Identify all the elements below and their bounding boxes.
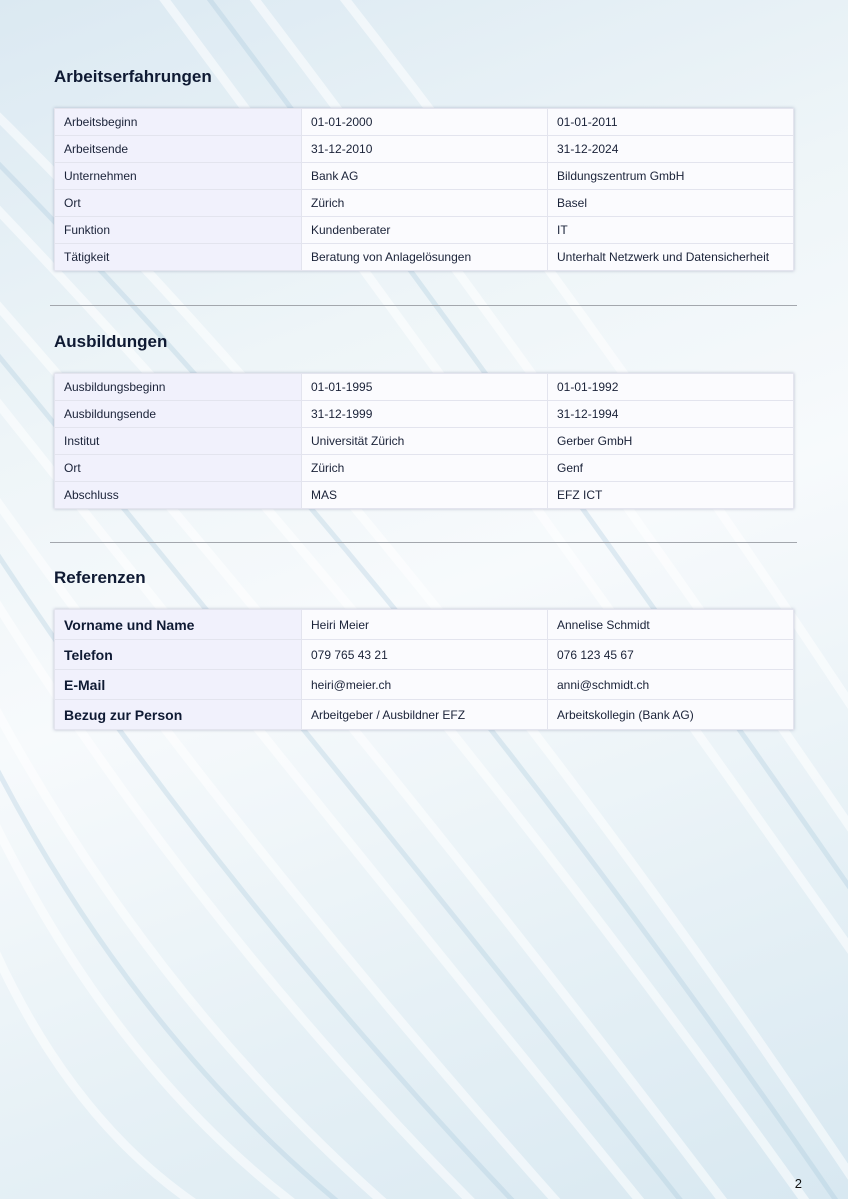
row-label: Arbeitsende — [55, 136, 302, 163]
education-table — [54, 373, 794, 509]
row-value: Genf — [548, 455, 794, 482]
education-section — [54, 331, 794, 509]
row-value: 31-12-2010 — [302, 136, 548, 163]
table-row — [55, 401, 794, 428]
row-label: Funktion — [55, 217, 302, 244]
row-label: E-Mail — [55, 670, 302, 700]
row-label: Ort — [55, 455, 302, 482]
row-value: heiri@meier.ch — [302, 670, 548, 700]
row-value: Kundenberater — [302, 217, 548, 244]
row-value: Zürich — [302, 455, 548, 482]
table-row — [55, 109, 794, 136]
row-value: 01-01-2011 — [548, 109, 794, 136]
table-row — [55, 136, 794, 163]
row-value: Beratung von Anlagelösungen — [302, 244, 548, 271]
row-label: Telefon — [55, 640, 302, 670]
row-value: 31-12-2024 — [548, 136, 794, 163]
row-value: 076 123 45 67 — [548, 640, 794, 670]
row-value: 01-01-1992 — [548, 374, 794, 401]
row-value: MAS — [302, 482, 548, 509]
table-row — [55, 700, 794, 730]
row-value: 079 765 43 21 — [302, 640, 548, 670]
row-value: Arbeitskollegin (Bank AG) — [548, 700, 794, 730]
section-divider — [50, 305, 797, 306]
row-value: Annelise Schmidt — [548, 610, 794, 640]
references-section — [54, 567, 794, 730]
row-value: Gerber GmbH — [548, 428, 794, 455]
row-label: Vorname und Name — [55, 610, 302, 640]
table-row — [55, 217, 794, 244]
row-label: Ausbildungsbeginn — [55, 374, 302, 401]
row-value: 01-01-1995 — [302, 374, 548, 401]
row-value: Bildungszentrum GmbH — [548, 163, 794, 190]
row-label: Unternehmen — [55, 163, 302, 190]
row-value: Heiri Meier — [302, 610, 548, 640]
row-value: anni@schmidt.ch — [548, 670, 794, 700]
table-row — [55, 670, 794, 700]
row-label: Ort — [55, 190, 302, 217]
row-value: Zürich — [302, 190, 548, 217]
row-label: Institut — [55, 428, 302, 455]
section-title-education: Ausbildungen — [54, 332, 168, 351]
section-title-experience: Arbeitserfahrungen — [54, 67, 212, 86]
row-value: 01-01-2000 — [302, 109, 548, 136]
row-label: Ausbildungsende — [55, 401, 302, 428]
table-row — [55, 610, 794, 640]
section-title-references: Referenzen — [54, 568, 146, 587]
table-row — [55, 244, 794, 271]
table-row — [55, 455, 794, 482]
row-value: Arbeitgeber / Ausbildner EFZ — [302, 700, 548, 730]
row-label: Bezug zur Person — [55, 700, 302, 730]
experience-table — [54, 108, 794, 271]
row-value: 31-12-1994 — [548, 401, 794, 428]
row-value: IT — [548, 217, 794, 244]
table-row — [55, 190, 794, 217]
table-row — [55, 374, 794, 401]
table-row — [55, 163, 794, 190]
row-value: Universität Zürich — [302, 428, 548, 455]
row-value: Unterhalt Netzwerk und Datensicherheit — [548, 244, 794, 271]
section-divider — [50, 542, 797, 543]
table-row — [55, 640, 794, 670]
table-row — [55, 428, 794, 455]
page-number: 2 — [794, 1176, 802, 1191]
row-label: Tätigkeit — [55, 244, 302, 271]
references-table — [54, 609, 794, 730]
row-label: Abschluss — [55, 482, 302, 509]
row-value: 31-12-1999 — [302, 401, 548, 428]
row-value: Basel — [548, 190, 794, 217]
experience-section — [54, 66, 794, 271]
table-row — [55, 482, 794, 509]
row-value: Bank AG — [302, 163, 548, 190]
row-value: EFZ ICT — [548, 482, 794, 509]
row-label: Arbeitsbeginn — [55, 109, 302, 136]
